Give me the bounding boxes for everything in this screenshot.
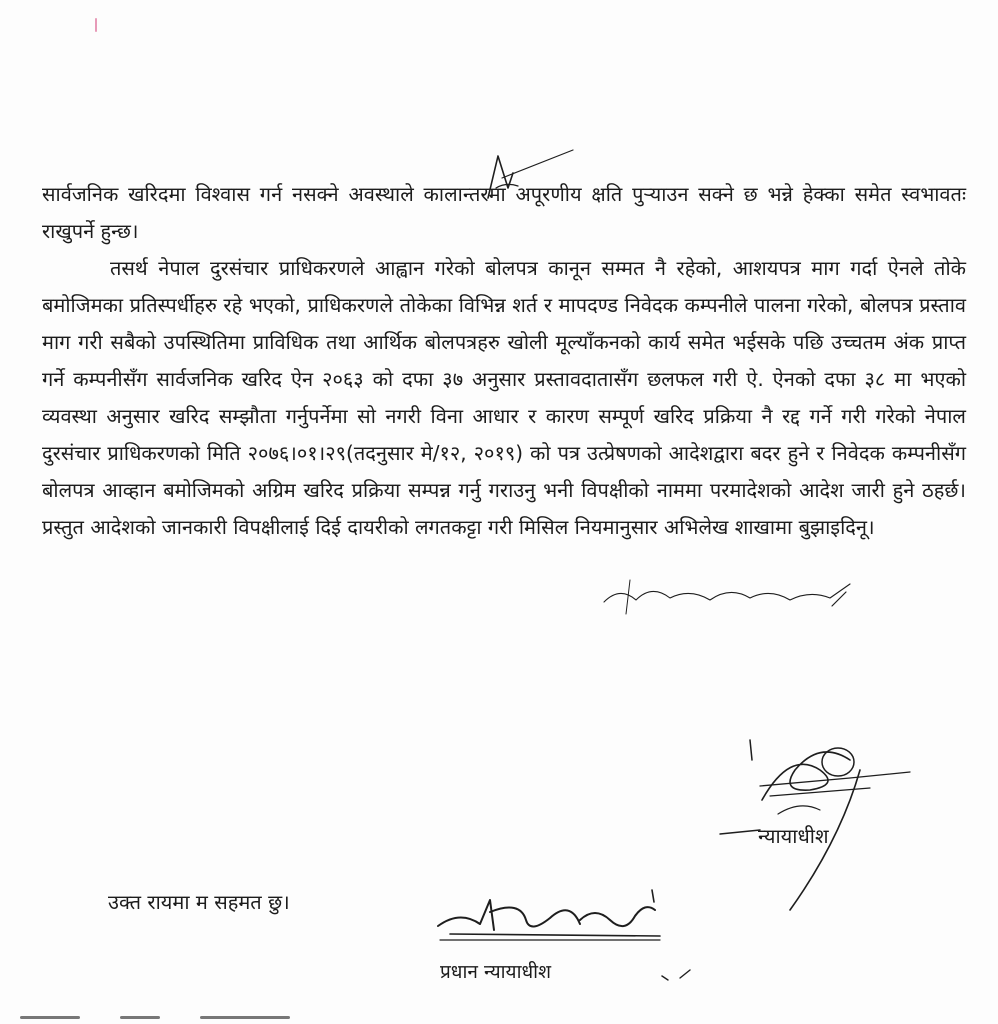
judge-signature-block <box>700 730 940 930</box>
concurrence-statement: उक्त रायमा म सहमत छु। <box>108 890 290 914</box>
judge-title: न्यायाधीश <box>758 824 829 848</box>
order-body <box>42 176 966 546</box>
paragraph-1: सार्वजनिक खरिदमा विश्वास गर्न नसक्ने अवस्थाले कालान्तरमा अपूरणीय क्षति पुर्‍याउन सक्ने छ भन्ने हेक्का समेत स्वभावतः राखुपर्ने हुन्छ। <box>42 182 966 243</box>
chief-justice-tick-mark <box>658 966 698 986</box>
paper-speck <box>95 18 97 32</box>
paragraph-2: तसर्थ नेपाल दुरसंचार प्राधिकरणले आह्वान गरेको बोलपत्र कानून सम्मत नै रहेको, आशयपत्र माग गर्दा ऐनले तोके बमोजिमका प्रतिस्पर्धीहरु रहे भएको, प्राधिकरणले तोकेका विभिन्न शर्त र मापदण्ड निवेदक कम्पनीले पालना गरेको, बोलपत्र प्रस्ताव माग गरी सबैको उपस्थितिमा प्राविधिक तथा आर्थिक बोलपत्रहरु खोली मूल्याँकनको कार्य समेत भईसके पछि उच्चतम अंक प्राप्त गर्ने कम्पनीसँग सार्वजनिक खरिद ऐन २०६३ को दफा ३७ अनुसार प्रस्तावदातासँग छलफल गरी ऐ. ऐनको दफा ३८ मा भएको व्यवस्था अनुसार खरिद सम्झौता गर्नुपर्नेमा सो नगरी विना आधार र कारण सम्पूर्ण खरिद प्रक्रिया नै रद्द गर्ने गरी गरेको नेपाल दुरसंचार प्राधिकरणको मिति २०७६।०१।२९(तदनुसार मे/१२, २०१९) को पत्र उत्प्रेषणको आदेशद्वारा बदर हुने र निवेदक कम्पनीसँग बोलपत्र आव्हान बमोजिमको अग्रिम खरिद प्रक्रिया सम्पन्न गर्नु गराउनु भनी विपक्षीको नाममा परमादेशको आदेश जारी हुने ठहर्छ। प्रस्तुत आदेशको जानकारी विपक्षीलाई दिई दायरीको लगतकट्टा गरी मिसिल नियमानुसार अभिलेख शाखामा बुझाइदिनू। <box>42 256 966 539</box>
margin-note-handwriting <box>600 576 860 616</box>
chief-justice-signature <box>430 880 710 960</box>
cut-off-next-line <box>0 1014 998 1024</box>
chief-justice-signature-block <box>430 880 710 990</box>
chief-justice-title: प्रधान न्यायाधीश <box>440 961 552 983</box>
